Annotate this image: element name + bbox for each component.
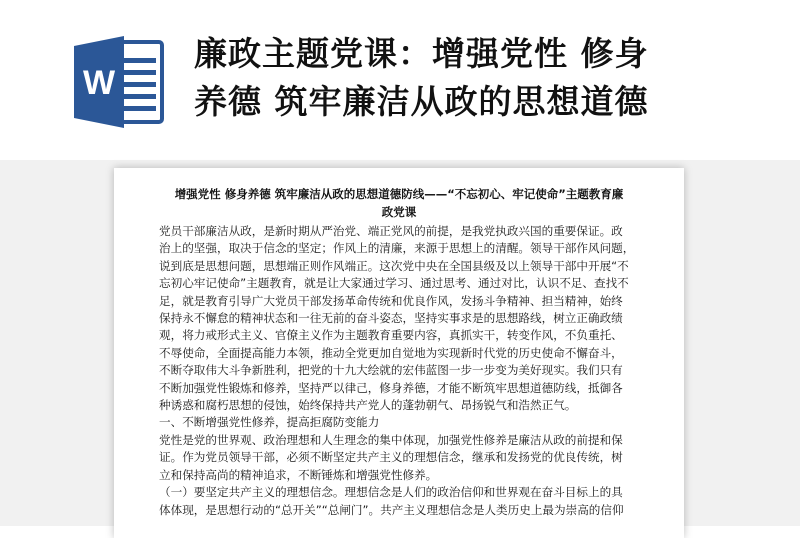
body-line: 不断加强党性锻炼和修养，坚持严以律己，修身养德，才能不断筑牢思想道德防线，抵御各 bbox=[159, 380, 623, 395]
page-title-line1: 廉政主题党课：增强党性 修身 bbox=[194, 34, 649, 73]
body-line: 党员干部廉洁从政，是新时期从严治党、端正党风的前提，是我党执政兴国的重要保证。政 bbox=[159, 224, 623, 238]
body-line: 立和保持高尚的精神追求，不断锤炼和增强党性修养。 bbox=[159, 467, 438, 482]
body-line: 不辱使命，全面提高能力本领，推动全党更加自觉地为实现新时代党的历史使命不懈奋斗， bbox=[159, 345, 623, 360]
body-line: 不断夺取伟大斗争新胜利，把党的十九大绘就的宏伟蓝图一步一步变为美好现实。我们只有 bbox=[159, 363, 623, 378]
document-heading-line2: 政党课 bbox=[381, 205, 417, 219]
document-page bbox=[114, 168, 684, 538]
page-title bbox=[194, 30, 774, 126]
body-line: 证。作为党员领导干部，必须不断坚定共产主义的理想信念，继承和发扬党的优良传统，树 bbox=[159, 450, 623, 465]
document-heading-line1: 增强党性 修身养德 筑牢廉洁从政的思想道德防线——“不忘初心、牢记使命”主题教育廉 bbox=[174, 187, 624, 201]
body-line: 种诱惑和腐朽思想的侵蚀，始终保持共产党人的蓬勃朝气、昂扬锐气和浩然正气。 bbox=[159, 398, 577, 413]
body-line: 说到底是思想问题，思想端正则作风端正。这次党中央在全国县级及以上领导干部中开展“不 bbox=[159, 258, 629, 273]
document-heading bbox=[144, 185, 654, 221]
body-line: 忘初心牢记使命”主题教育，就是让大家通过学习、通过思考、通过对比，认识不足、查找不 bbox=[159, 276, 629, 291]
document-body bbox=[159, 223, 659, 519]
body-line: 党性是党的世界观、政治理想和人生理念的集中体现，加强党性修养是廉洁从政的前提和保 bbox=[159, 432, 623, 447]
body-line: 观，将力戒形式主义、官僚主义作为主题教育重要内容，真抓实干，转变作风，不负重托、 bbox=[159, 328, 623, 343]
body-line: 治上的坚强，取决于信念的坚定；作风上的清廉，来源于思想上的清醒。领导干部作风问题， bbox=[159, 241, 635, 256]
body-line: （一）要坚定共产主义的理想信念。理想信念是人们的政治信仰和世界观在奋斗目标上的具 bbox=[159, 485, 623, 500]
page-title-line2: 养德 筑牢廉洁从政的思想道德 bbox=[194, 82, 649, 121]
header-banner bbox=[0, 0, 800, 160]
body-line: 足，就是教育引导广大党员干部发扬革命传统和优良作风，发扬斗争精神、担当精神，始终 bbox=[159, 293, 623, 308]
body-line: 保持永不懈怠的精神状态和一往无前的奋斗姿态，坚持实事求是的思想路线，树立正确政绩 bbox=[159, 311, 623, 326]
body-line: 体体现，是思想行动的“总开关”“总闸门”。共产主义理想信念是人类历史上最为崇高的信仰 bbox=[159, 502, 624, 517]
section-heading: 一、不断增强党性修养，提高拒腐防变能力 bbox=[159, 415, 380, 430]
word-icon bbox=[74, 34, 166, 130]
svg-text:W: W bbox=[82, 64, 116, 102]
